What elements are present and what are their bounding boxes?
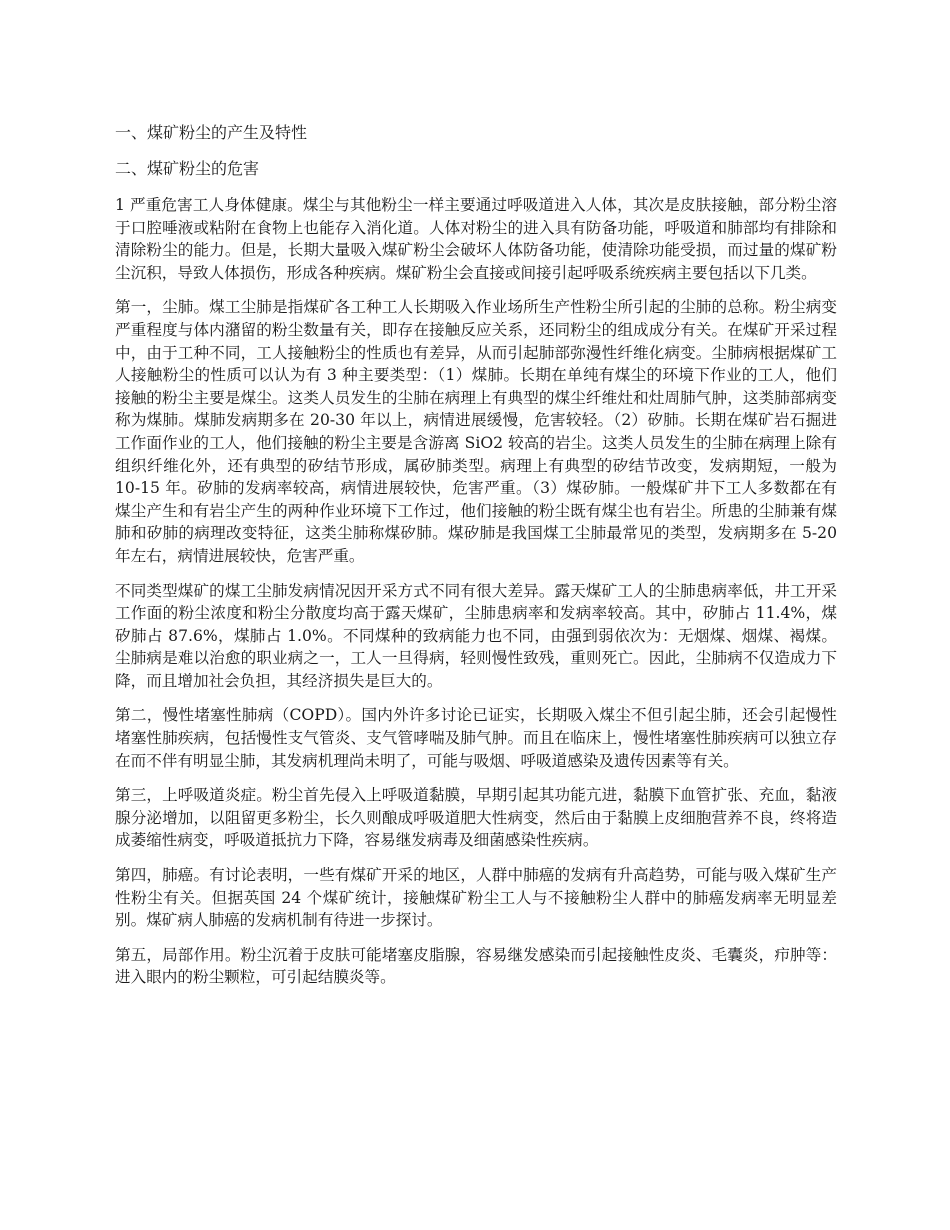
paragraph-upper-respiratory: 第三，上呼吸道炎症。粉尘首先侵入上呼吸道黏膜，早期引起其功能亢进，黏膜下血管扩张、充血，黏液腺分泌增加，以阻留更多粉尘，长久则酿成呼吸道肥大性病变，然后由于黏膜上皮细胞营养不良，终将造成萎缩性病变，呼吸道抵抗力下降，容易继发病毒及细菌感染性疾病。 bbox=[115, 786, 837, 850]
section-heading-2: 二、煤矿粉尘的危害 bbox=[115, 159, 260, 178]
paragraph-copd: 第二，慢性堵塞性肺病（COPD）。国内外许多讨论已证实，长期吸入煤尘不但引起尘肺，还会引起慢性堵塞性肺疾病，包括慢性支气管炎、支气管哮喘及肺气肿。而且在临床上，慢性堵塞性肺疾病可以独立存在而不伴有明显尘肺，其发病机理尚未明了，可能与吸烟、呼吸道感染及遗传因素等有关。 bbox=[115, 706, 837, 770]
document-body bbox=[115, 122, 837, 1001]
paragraph-health-hazard: 1 严重危害工人身体健康。煤尘与其他粉尘一样主要通过呼吸道进入人体，其次是皮肤接触，部分粉尘溶于口腔唾液或粘附在食物上也能存入消化道。人体对粉尘的进入具有防备功能，呼吸道和肺部均有排除和清除粉尘的能力。但是，长期大量吸入煤矿粉尘会破坏人体防备功能，使清除功能受损，而过量的煤矿粉尘沉积，导致人体损伤，形成各种疾病。煤矿粉尘会直接或间接引起呼吸系统疾病主要包括以下几类。 bbox=[115, 196, 837, 282]
paragraph-pneumoconiosis: 第一，尘肺。煤工尘肺是指煤矿各工种工人长期吸入作业场所生产性粉尘所引起的尘肺的总称。粉尘病变严重程度与体内潴留的粉尘数量有关，即存在接触反应关系，还同粉尘的组成成分有关。在煤矿开采过程中，由于工种不同，工人接触粉尘的性质也有差异，从而引起肺部弥漫性纤维化病变。尘肺病根据煤矿工人接触粉尘的性质可以认为有 3 种主要类型：（1）煤肺。长期在单纯有煤尘的环境下作业的工人，他们接触的粉尘主要是煤尘。这类人员发生的尘肺在病理上有典型的煤尘纤维灶和灶周肺气肿，这类肺部病变称为煤肺。煤肺发病期多在 20-30 年以上，病情进展缓慢，危害较轻。（2）矽肺。长期在煤矿岩石掘进工作面作业的工人，他们接触的粉尘主要是含游离 SiO2 较高的岩尘。这类人员发生的尘肺在病理上除有组织纤维化外，还有典型的矽结节形成，属矽肺类型。病理上有典型的矽结节改变，发病期短，一般为 10-15 年。矽肺的发病率较高，病情进展较快，危害严重。（3）煤矽肺。一般煤矿井下工人多数都在有煤尘产生和有岩尘产生的两种作业环境下工作过，他们接触的粉尘既有煤尘也有岩尘。所患的尘肺兼有煤肺和矽肺的病理改变特征，这类尘肺称煤矽肺。煤矽肺是我国煤工尘肺最常见的类型，发病期多在 5-20 年左右，病情进展较快，危害严重。 bbox=[115, 298, 837, 565]
paragraph-local-effects: 第五，局部作用。粉尘沉着于皮肤可能堵塞皮脂腺，容易继发感染而引起接触性皮炎、毛囊炎，疖肿等：进入眼内的粉尘颗粒，可引起结膜炎等。 bbox=[115, 945, 837, 987]
paragraph-lung-cancer: 第四，肺癌。有讨论表明，一些有煤矿开采的地区，人群中肺癌的发病有升高趋势，可能与吸入煤矿生产性粉尘有关。但据英国 24 个煤矿统计，接触煤矿粉尘工人与不接触粉尘人群中的肺癌发病率无明显差别。煤矿病人肺癌的发病机制有待进一步探讨。 bbox=[115, 866, 837, 930]
section-heading-1: 一、煤矿粉尘的产生及特性 bbox=[115, 123, 308, 142]
paragraph-incidence: 不同类型煤矿的煤工尘肺发病情况因开采方式不同有很大差异。露天煤矿工人的尘肺患病率低，井工开采工作面的粉尘浓度和粉尘分散度均高于露天煤矿，尘肺患病率和发病率较高。其中，矽肺占 11.4%，煤矽肺占 87.6%，煤肺占 1.0%。不同煤种的致病能力也不同，由强到弱依次为：无烟煤、烟煤、褐煤。尘肺病是难以治愈的职业病之一，工人一旦得病，轻则慢性致残，重则死亡。因此，尘肺病不仅造成力下降，而且增加社会负担，其经济损失是巨大的。 bbox=[115, 581, 837, 690]
